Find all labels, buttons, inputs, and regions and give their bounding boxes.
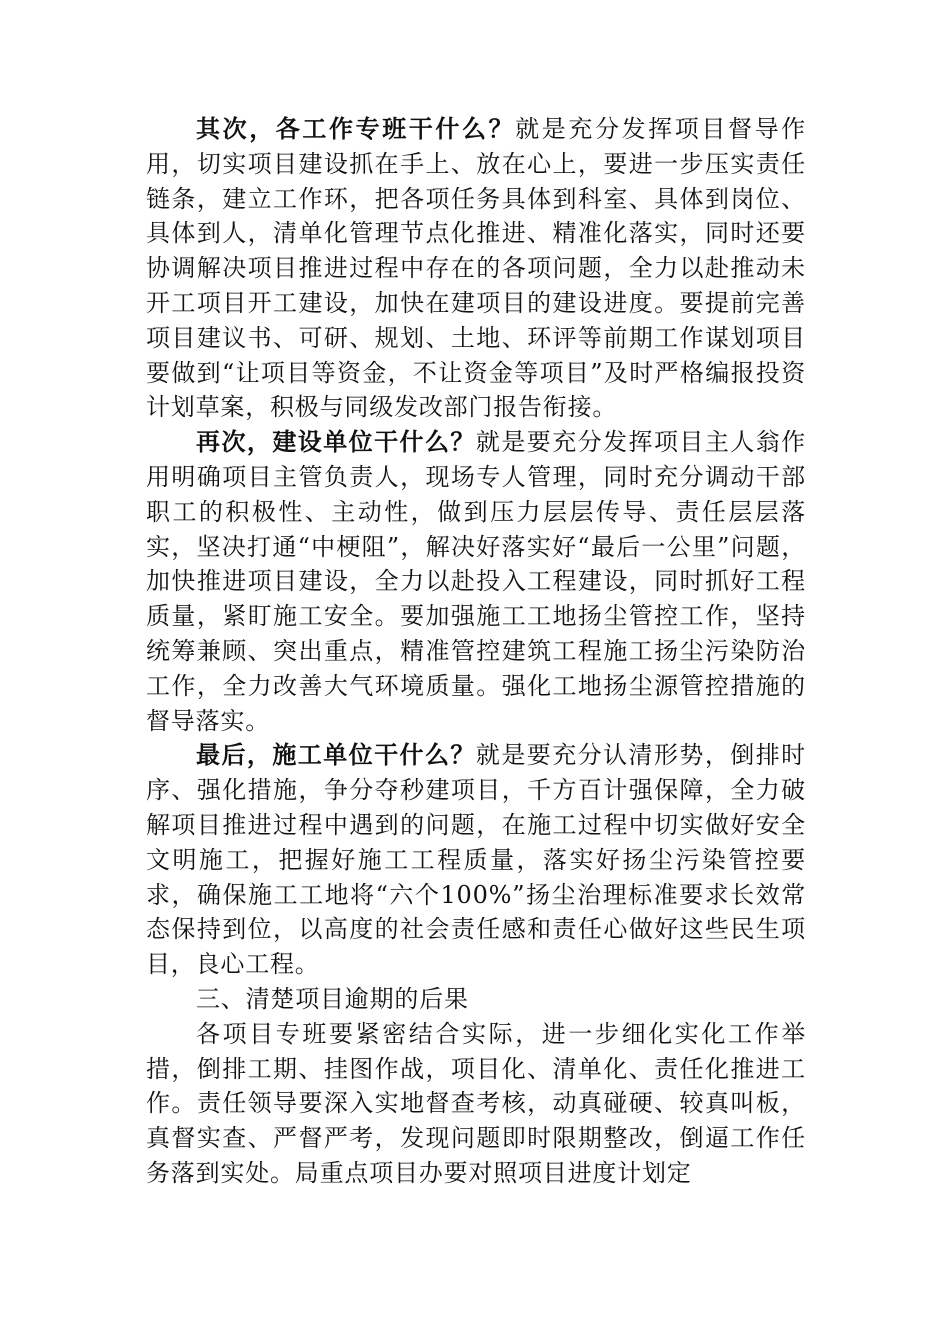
section-heading: 三、清楚项目逾期的后果 xyxy=(196,984,469,1013)
paragraph-contractor xyxy=(146,738,806,982)
paragraph-lead: 再次，建设单位干什么？ xyxy=(196,427,476,457)
paragraph-lead: 最后，施工单位干什么？ xyxy=(196,740,476,770)
paragraph-body: 就是要充分发挥项目主人翁作用明确项目主管负责人，现场专人管理，同时充分调动干部职工的积极性、主动性，做到压力层层传导、责任层层落实，坚决打通“中梗阻”，解决好落实好“最后一公里”问题，加快推进项目建设，全力以赴投入工程建设，同时抓好工程质量，紧盯施工安全。要加强施工工地扬尘管控工作，坚持统筹兼顾、突出重点，精准管控建筑工程施工扬尘污染防治工作，全力改善大气环境质量。强化工地扬尘源管控措施的督导落实。 xyxy=(146,428,806,735)
document-page xyxy=(146,112,806,1191)
paragraph-closing: 各项目专班要紧密结合实际，进一步细化实化工作举措，倒排工期、挂图作战，项目化、清单化、责任化推进工作。责任领导要深入实地督查考核，动真碰硬、较真叫板，真督实查、严督严考，发现问题即时限期整改，倒逼工作任务落到实处。局重点项目办要对照项目进度计划定 xyxy=(146,1019,806,1187)
paragraph-lead: 其次，各工作专班干什么？ xyxy=(196,114,516,143)
paragraph-work-teams xyxy=(146,112,806,425)
paragraph-construction-unit xyxy=(146,425,806,738)
paragraph-body: 就是要充分认清形势，倒排时序、强化措施，争分夺秒建项目，千方百计强保障，全力破解项目推进过程中遇到的问题，在施工过程中切实做好安全文明施工，把握好施工工程质量，落实好扬尘污染管控要求，确保施工工地将“六个100%”扬尘治理标准要求长效常态保持到位，以高度的社会责任感和责任心做好这些民生项目，良心工程。 xyxy=(146,741,806,979)
paragraph-body: 就是充分发挥项目督导作用，切实项目建设抓在手上、放在心上，要进一步压实责任链条，建立工作环，把各项任务具体到科室、具体到岗位、具体到人，清单化管理节点化推进、精准化落实，同时还要协调解决项目推进过程中存在的各项问题，全力以赴推动未开工项目开工建设，加快在建项目的建设进度。要提前完善项目建议书、可研、规划、土地、环评等前期工作谋划项目要做到“让项目等资金，不让资金等项目”及时严格编报投资计划草案，积极与同级发改部门报告衔接。 xyxy=(146,115,806,422)
